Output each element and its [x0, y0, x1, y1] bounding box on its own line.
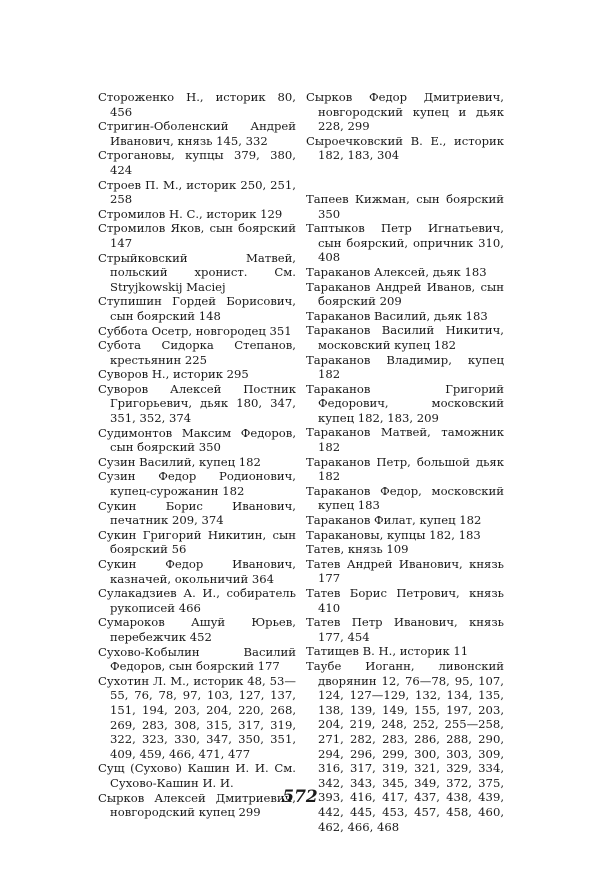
index-entry: Тараканов Матвей, таможник 182 — [306, 425, 504, 455]
index-entry: Тараканов Алексей, дьяк 183 — [306, 264, 487, 279]
index-entry: Сырков Федор Дмитриевич, новгородский купец и дьяк 228, 299 — [306, 90, 504, 134]
index-entry: Суворов Н., историк 295 — [98, 367, 249, 382]
index-entry: Стригин-Оболенский Андрей Иванович, князь 145, 332 — [98, 119, 296, 148]
index-entry: Таракановы, купцы 182, 183 — [306, 527, 481, 542]
index-entry: Сумароков Ашуй Юрьев, перебежчик 452 — [98, 615, 296, 644]
index-entry: Стрыйковский Матвей, польский хронист. См. Stryjkowskij Maciej — [98, 250, 296, 294]
index-entry: Субота Сидорка Степанов, крестьянин 225 — [98, 338, 296, 367]
index-entry: Татев Борис Петрович, князь 410 — [306, 586, 504, 615]
index-column-left — [98, 90, 296, 820]
index-entry: Сукин Борис Иванович, печатник 209, 374 — [98, 498, 296, 528]
index-entry: Сырков Алексей Дмитриевич, новгородский купец 299 — [98, 790, 296, 820]
entries-after-gap — [306, 192, 504, 834]
page-number: 572 — [282, 787, 318, 807]
index-entry: Сукин Григорий Никитин, сын боярский 56 — [98, 527, 296, 557]
index-entry: Ступишин Гордей Борисович, сын боярский 148 — [98, 294, 296, 323]
index-entry: Тараканов Федор, московский купец 183 — [306, 483, 504, 513]
index-entry: Сухово-Кобылин Василий Федоров, сын боярский 177 — [98, 644, 296, 674]
index-entry: Татищев В. Н., историк 11 — [306, 644, 469, 659]
index-entry: Строгановы, купцы 379, 380, 424 — [98, 148, 296, 177]
index-entry: Суворов Алексей Постник Григорьевич, дьяк 180, 347, 351, 352, 374 — [98, 381, 296, 426]
index-entry: Татев Андрей Иванович, князь 177 — [306, 556, 504, 586]
index-entry: Сулакадзиев А. И., собиратель рукописей 466 — [98, 586, 296, 615]
index-entry: Тараканов Филат, купец 182 — [306, 513, 482, 528]
index-entry: Стромилов Яков, сын боярский 147 — [98, 221, 296, 250]
index-entry: Строев П. М., историк 250, 251, 258 — [98, 177, 296, 207]
index-entry: Сузин Василий, купец 182 — [98, 454, 261, 469]
index-entry: Тараканов Андрей Иванов, сын боярский 209 — [306, 279, 504, 309]
index-entry: Тапеев Кижман, сын боярский 350 — [306, 191, 504, 221]
index-entry: Тараканов Владимир, купец 182 — [306, 352, 504, 382]
index-entry: Суббота Осетр, новгородец 351 — [98, 323, 292, 338]
index-entry: Тараканов Василий Никитич, московский купец 182 — [306, 323, 504, 352]
index-column-right — [306, 90, 504, 834]
index-entry: Таптыков Петр Игнатьевич, сын боярский, опричник 310, 408 — [306, 221, 504, 265]
index-entry: Стороженко Н., историк 80, 456 — [98, 90, 296, 119]
index-entry: Тараканов Петр, большой дьяк 182 — [306, 454, 504, 484]
index-entry: Таубе Иоганн, ливонский дворянин 12, 76—78, 95, 107, 124, 127—129, 132, 134, 135, 138, 139, 149, 155, 197, 203, 204, 219, 248, 252, 255—258, 271, 282, 283, 286, 288, 290, 294, 296, 299, 300, 303, 309, 316, 317, 319, 321, 329, 334, 342, 343, 345, 349, 372, 375, 393, 416, 417, 437, 438, 439, 442, 445, 453, 457, 458, 460, 462, 466, 468 — [306, 658, 504, 834]
index-entry: Татев, князь 109 — [306, 542, 409, 557]
entries-before-gap — [306, 90, 504, 163]
index-entry: Сыроечковский В. Е., историк 182, 183, 304 — [306, 133, 504, 163]
index-entry: Тараканов Василий, дьяк 183 — [306, 308, 488, 323]
letter-gap — [306, 163, 504, 192]
index-entry: Тараканов Григорий Федорович, московский купец 182, 183, 209 — [306, 381, 504, 425]
index-entry: Сущ (Сухово) Кашин И. И. См. Сухово-Кашин И. И. — [98, 761, 296, 790]
index-entry: Сукин Федор Иванович, казначей, окольничий 364 — [98, 557, 296, 586]
index-entry: Сузин Федор Родионович, купец-сурожанин 182 — [98, 469, 296, 499]
index-entry: Стромилов Н. С., историк 129 — [98, 206, 283, 221]
index-entry: Татев Петр Иванович, князь 177, 454 — [306, 615, 504, 644]
index-entry: Сухотин Л. М., историк 48, 53—55, 76, 78, 97, 103, 127, 137, 151, 194, 203, 204, 220, 268, 269, 283, 308, 315, 317, 319, 322, 323, 330, 347, 350, 351, 409, 459, 466, 471, 477 — [98, 673, 296, 761]
index-entry: Судимонтов Максим Федоров, сын боярский 350 — [98, 425, 296, 455]
